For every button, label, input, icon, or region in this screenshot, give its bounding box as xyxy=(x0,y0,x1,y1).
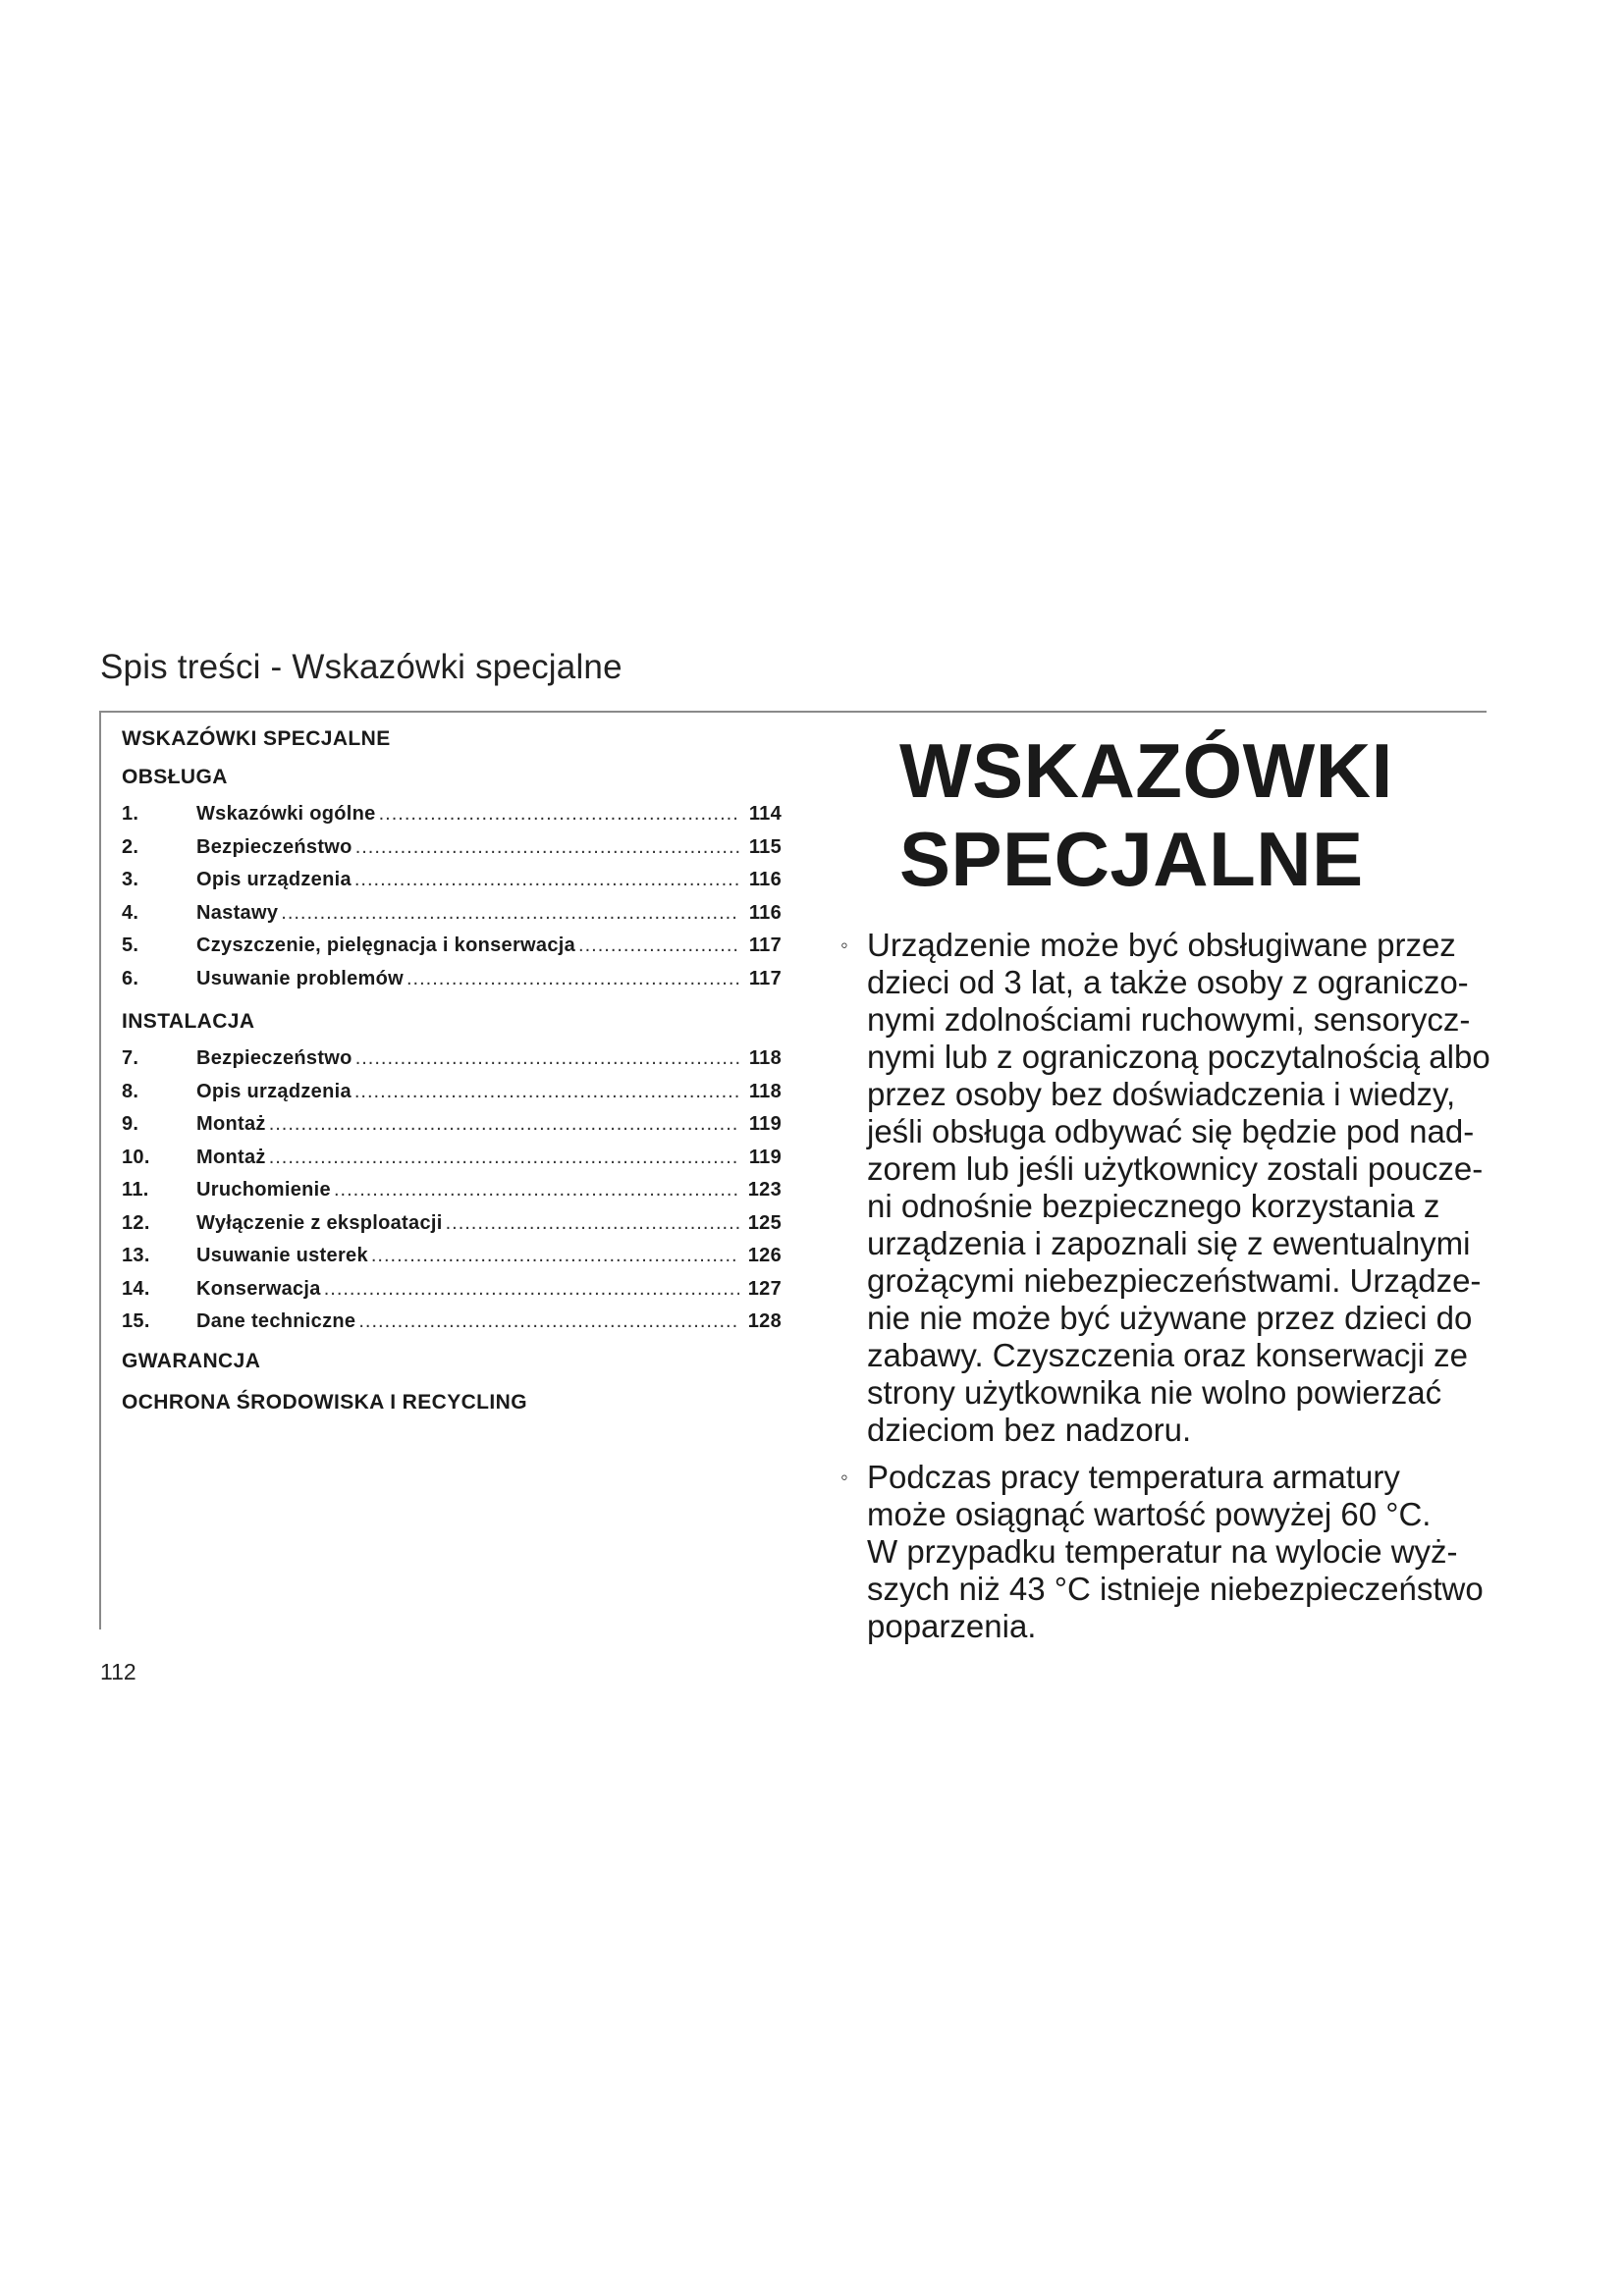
toc-entry-page: 117 xyxy=(748,967,782,989)
toc-entry-page: 123 xyxy=(747,1179,782,1201)
toc-entry-page: 126 xyxy=(747,1245,782,1266)
toc-section-gwarancja[interactable]: GWARANCJA xyxy=(122,1349,261,1372)
toc-section-ochrona[interactable]: OCHRONA ŚRODOWISKA I RECYCLING xyxy=(122,1390,527,1414)
toc-entry-leader-dots xyxy=(578,930,739,963)
safety-notes xyxy=(840,927,1489,1655)
toc-entry-title: Opis urządzenia xyxy=(196,869,352,890)
toc-entry-title: Usuwanie usterek xyxy=(196,1245,368,1266)
text-line: ni odnośnie bezpiecznego korzystania z xyxy=(867,1188,1440,1224)
toc-entry-leader-dots xyxy=(358,1306,739,1339)
toc-entry[interactable] xyxy=(122,1142,782,1175)
toc-entry-leader-dots xyxy=(269,1108,739,1142)
header-divider xyxy=(100,711,1487,713)
text-line: nymi lub z ograniczoną poczytalnością albo xyxy=(867,1039,1490,1075)
toc-entry-leader-dots xyxy=(354,1076,739,1109)
toc-list-instalacja xyxy=(122,1042,782,1339)
toc-main-heading[interactable]: WSKAZÓWKI SPECJALNE xyxy=(122,727,391,750)
toc-entry-title: Bezpieczeństwo xyxy=(196,835,352,858)
text-line: strony użytkownika nie wolno powierzać xyxy=(867,1374,1442,1411)
toc-entry-page: 114 xyxy=(748,803,782,825)
text-line: poparzenia. xyxy=(867,1608,1037,1644)
toc-entry-title: Bezpieczeństwo xyxy=(196,1047,352,1069)
bullet-circle-icon: ◦ xyxy=(840,933,848,957)
toc-entry-title: Montaż xyxy=(196,1146,266,1168)
toc-entry-leader-dots xyxy=(281,897,739,931)
text-line: W przypadku temperatur na wylocie wyż- xyxy=(867,1533,1458,1570)
text-line: może osiągnąć wartość powyżej 60 °C. xyxy=(867,1496,1432,1532)
page-number: 112 xyxy=(100,1659,136,1684)
main-title xyxy=(899,726,1393,903)
toc-entry-page: 118 xyxy=(748,1080,782,1102)
toc-entry-leader-dots xyxy=(269,1142,739,1175)
toc-entry-page: 128 xyxy=(747,1310,782,1332)
toc-entry-title: Wskazówki ogólne xyxy=(196,803,376,825)
toc-section-obsluga[interactable]: OBSŁUGA xyxy=(122,766,228,788)
toc-entry-title: Montaż xyxy=(196,1113,266,1135)
toc-entry-leader-dots xyxy=(406,963,739,996)
text-line: zorem lub jeśli użytkownicy zostali poucze- xyxy=(867,1150,1484,1187)
toc-entry-number: 11. xyxy=(122,1179,149,1201)
toc-entry[interactable] xyxy=(122,1174,782,1207)
toc-entry-page: 118 xyxy=(748,1047,782,1069)
toc-entry-number: 5. xyxy=(122,934,139,956)
toc-entry[interactable] xyxy=(122,1042,782,1076)
toc-entry-number: 2. xyxy=(122,835,139,858)
toc-entry[interactable] xyxy=(122,1207,782,1241)
toc-entry-title: Uruchomienie xyxy=(196,1179,331,1201)
toc-list-obsluga xyxy=(122,798,782,995)
text-line: dzieciom bez nadzoru. xyxy=(867,1412,1192,1448)
toc-entry-leader-dots xyxy=(324,1273,739,1307)
toc-entry[interactable] xyxy=(122,798,782,831)
toc-entry-title: Czyszczenie, pielęgnacja i konserwacja xyxy=(196,934,576,956)
toc-entry[interactable] xyxy=(122,897,782,931)
toc-entry-leader-dots xyxy=(355,831,739,865)
main-title-line-2: SPECJALNE xyxy=(899,816,1364,902)
toc-entry-number: 6. xyxy=(122,967,139,989)
toc-entry[interactable] xyxy=(122,1273,782,1307)
text-line: urządzenia i zapoznali się z ewentualnymi xyxy=(867,1225,1471,1261)
safety-note-children xyxy=(840,927,1489,1449)
text-line: nymi zdolnościami ruchowymi, sensorycz- xyxy=(867,1001,1471,1038)
toc-entry-page: 115 xyxy=(748,835,782,858)
bullet-circle-icon: ◦ xyxy=(840,1465,848,1489)
toc-entry[interactable] xyxy=(122,1306,782,1339)
toc-entry-leader-dots xyxy=(355,1042,739,1076)
toc-entry[interactable] xyxy=(122,963,782,996)
toc-entry-number: 12. xyxy=(122,1211,150,1234)
toc-entry-leader-dots xyxy=(446,1207,739,1241)
text-line: Urządzenie może być obsługiwane przez xyxy=(867,927,1456,963)
toc-entry[interactable] xyxy=(122,831,782,865)
toc-entry-number: 1. xyxy=(122,803,139,825)
toc-entry-number: 3. xyxy=(122,869,139,890)
text-line: grożącymi niebezpieczeństwami. Urządze- xyxy=(867,1262,1482,1299)
toc-entry-title: Dane techniczne xyxy=(196,1310,356,1332)
toc-section-instalacja[interactable]: INSTALACJA xyxy=(122,1010,255,1033)
toc-entry-number: 15. xyxy=(122,1310,150,1332)
toc-entry-page: 119 xyxy=(748,1113,782,1135)
toc-entry-page: 116 xyxy=(748,869,782,890)
toc-entry[interactable] xyxy=(122,1076,782,1109)
toc-entry-leader-dots xyxy=(371,1240,739,1273)
text-line: Podczas pracy temperatura armatury xyxy=(867,1459,1400,1495)
safety-note-text xyxy=(867,927,1490,1449)
toc-entry-page: 117 xyxy=(748,934,782,956)
text-line: przez osoby bez doświadczenia i wiedzy, xyxy=(867,1076,1456,1112)
toc-entry-leader-dots xyxy=(334,1174,739,1207)
text-line: dzieci od 3 lat, a także osoby z ograniczo- xyxy=(867,964,1469,1000)
toc-entry-title: Konserwacja xyxy=(196,1277,321,1300)
left-vertical-divider xyxy=(99,711,101,1629)
toc-entry-number: 14. xyxy=(122,1277,150,1300)
toc-entry-title: Wyłączenie z eksploatacji xyxy=(196,1211,443,1234)
text-line: jeśli obsługa odbywać się będzie pod nad- xyxy=(867,1113,1475,1149)
toc-entry-page: 127 xyxy=(747,1277,782,1300)
text-line: szych niż 43 °C istnieje niebezpieczeństwo xyxy=(867,1571,1484,1607)
toc-entry[interactable] xyxy=(122,864,782,897)
toc-entry[interactable] xyxy=(122,930,782,963)
page-header-title: Spis treści - Wskazówki specjalne xyxy=(100,648,623,686)
toc-entry-title: Opis urządzenia xyxy=(196,1080,352,1102)
toc-entry-number: 4. xyxy=(122,901,139,924)
safety-note-text xyxy=(867,1459,1484,1645)
main-title-line-1: WSKAZÓWKI xyxy=(899,727,1393,814)
toc-entry-number: 9. xyxy=(122,1113,139,1135)
safety-note-temperature xyxy=(840,1459,1489,1645)
toc-entry-number: 7. xyxy=(122,1047,139,1069)
toc-entry-title: Usuwanie problemów xyxy=(196,967,404,989)
text-line: zabawy. Czyszczenia oraz konserwacji ze xyxy=(867,1337,1468,1373)
toc-entry-leader-dots xyxy=(379,798,739,831)
text-line: nie nie może być używane przez dzieci do xyxy=(867,1300,1473,1336)
toc-entry-number: 10. xyxy=(122,1146,150,1168)
table-of-contents xyxy=(122,726,782,1415)
toc-entry-number: 8. xyxy=(122,1080,139,1102)
toc-entry-leader-dots xyxy=(354,864,739,897)
toc-entry-number: 13. xyxy=(122,1245,150,1266)
toc-entry-page: 119 xyxy=(748,1146,782,1168)
toc-entry-title: Nastawy xyxy=(196,901,279,924)
toc-entry-page: 125 xyxy=(747,1211,782,1234)
toc-entry[interactable] xyxy=(122,1108,782,1142)
toc-entry-page: 116 xyxy=(748,901,782,924)
toc-entry[interactable] xyxy=(122,1240,782,1273)
